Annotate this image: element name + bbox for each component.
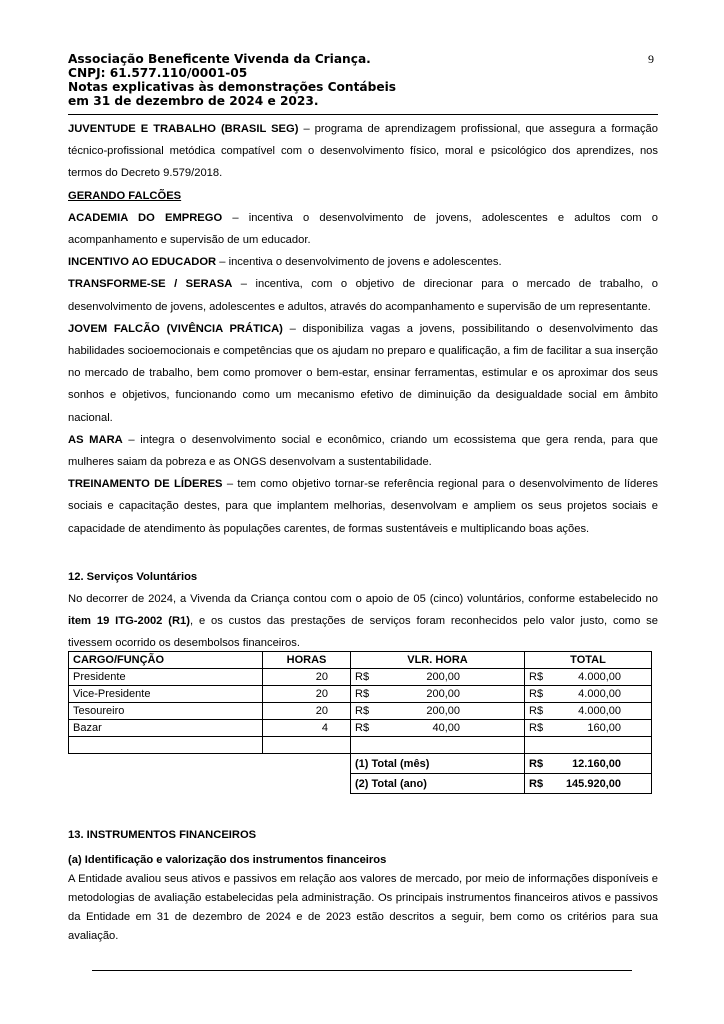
total-month-value-cell bbox=[525, 754, 652, 774]
program-text: – disponibiliza vagas a jovens, possibilitando o desenvolvimento das habilidades socioemocionais e competências que os ajudam no preparo e qualificação, a fim de facilitar a sua inserção no mercado de trabalho, bem como promover o bem-estar, ensinar ferramentas, estimular e os aproximar dos seus sonhos e objetivos, funcionando como um mecanismo efetivo de diminuição da desigualdade social em âmbito nacional. bbox=[68, 322, 658, 424]
cell-empty bbox=[69, 737, 263, 754]
header-date: em 31 de dezembro de 2024 e 2023. bbox=[68, 94, 319, 108]
currency-symbol: R$ bbox=[529, 705, 544, 717]
cell-value: 200,00 bbox=[426, 671, 460, 683]
program-text: – incentiva o desenvolvimento de jovens, adolescentes e adultos com o acompanhamento e supervisão de um educador. bbox=[68, 211, 658, 247]
program-title: ACADEMIA DO EMPREGO bbox=[68, 211, 223, 224]
section-12-text-end: , e os custos das prestações de serviços foram reconhecidos pelo valor justo, como se tivessem ocorrido os desembolsos financeiros. bbox=[68, 615, 658, 650]
total-month-label: (1) Total (mês) bbox=[351, 754, 525, 774]
total-year-row bbox=[69, 774, 652, 794]
cell-value: 40,00 bbox=[432, 722, 460, 734]
program-text: – incentiva o desenvolvimento de jovens e adolescentes. bbox=[216, 256, 502, 269]
program-incentivo bbox=[68, 251, 658, 273]
col-header-total: TOTAL bbox=[525, 652, 652, 669]
program-juventude bbox=[68, 118, 658, 185]
program-text: – incentiva, com o objetivo de direcionar para o mercado de trabalho, o desenvolvimento de jovens, adolescentes e adultos, através do acompanhamento e supervisão de um representante. bbox=[68, 278, 658, 313]
table-row bbox=[69, 669, 652, 686]
cell-horas: 20 bbox=[263, 703, 351, 720]
page-number: 9 bbox=[648, 52, 654, 66]
currency-symbol: R$ bbox=[529, 757, 544, 770]
section-12-reference: item 19 ITG-2002 (R1) bbox=[68, 615, 190, 628]
program-treinamento bbox=[68, 473, 658, 540]
gerando-falcoes-heading bbox=[68, 185, 658, 207]
currency-symbol: R$ bbox=[529, 688, 544, 700]
currency-symbol: R$ bbox=[355, 722, 370, 734]
header-cnpj: CNPJ: 61.577.110/0001-05 bbox=[68, 66, 248, 80]
cell-total bbox=[525, 703, 652, 720]
section-13 bbox=[68, 826, 658, 946]
section-13-subtitle: (a) Identificação e valorização dos instrumentos financeiros bbox=[68, 854, 387, 866]
section-12-text bbox=[68, 588, 658, 655]
table-header-row bbox=[69, 652, 652, 669]
currency-symbol: R$ bbox=[529, 722, 544, 734]
program-jovem-falcao bbox=[68, 318, 658, 429]
header-rule bbox=[68, 114, 658, 115]
total-year-label: (2) Total (ano) bbox=[351, 774, 525, 794]
cell-horas: 20 bbox=[263, 669, 351, 686]
col-header-vlr-hora: VLR. HORA bbox=[351, 652, 525, 669]
cell-vlr-hora bbox=[351, 720, 525, 737]
program-title: TREINAMENTO DE LÍDERES bbox=[68, 478, 223, 491]
cell-empty bbox=[351, 737, 525, 754]
program-title: JUVENTUDE E TRABALHO (BRASIL SEG) bbox=[68, 123, 299, 135]
cell-vlr-hora bbox=[351, 686, 525, 703]
section-12-text-start: No decorrer de 2024, a Vivenda da Criança contou com o apoio de 05 (cinco) voluntários, conforme estabelecido no bbox=[68, 593, 658, 606]
currency-symbol: R$ bbox=[529, 777, 544, 790]
col-header-cargo: CARGO/FUNÇÃO bbox=[69, 652, 263, 669]
cell-cargo: Bazar bbox=[69, 720, 263, 737]
total-year-value: 145.920,00 bbox=[565, 777, 621, 790]
program-text: – tem como objetivo tornar-se referência regional para o desenvolvimento de líderes sociais e capacitação destes, para que implantem melhorias, desenvolvam e ampliem os seus projetos sociais e capacidade de atendimento às populações carentes, de formas sustentáveis e multiplicando boas ações. bbox=[68, 478, 658, 535]
program-title: JOVEM FALCÃO (VIVÊNCIA PRÁTICA) bbox=[68, 322, 283, 335]
section-13-text: A Entidade avaliou seus ativos e passivos em relação aos valores de mercado, por meio de informações disponíveis e metodologias de avaliação estabelecidas pela administração. Os principais instrumentos financeiros ativos e passivos da Entidade em 31 de dezembro de 2024 e de 2023 estão descritos a seguir, bem como os critérios para sua avaliação. bbox=[68, 873, 658, 942]
table-row bbox=[69, 703, 652, 720]
cell-value: 160,00 bbox=[587, 722, 621, 734]
program-text: – programa de aprendizagem profissional, que assegura a formação técnico-profissional metódica compatível com o desenvolvimento físico, moral e psicológico dos aprendizes, nos termos do Decreto 9.579/2018. bbox=[68, 123, 658, 180]
section-12-title: 12. Serviços Voluntários bbox=[68, 570, 198, 583]
cell-cargo: Vice-Presidente bbox=[69, 686, 263, 703]
cell-value: 4.000,00 bbox=[578, 705, 621, 717]
cell-cargo: Presidente bbox=[69, 669, 263, 686]
section-13-title: 13. INSTRUMENTOS FINANCEIROS bbox=[68, 829, 257, 841]
footer-rule bbox=[92, 970, 632, 971]
cell-blank bbox=[69, 774, 263, 794]
currency-symbol: R$ bbox=[355, 705, 370, 717]
document-header bbox=[68, 52, 396, 108]
table-row-empty bbox=[69, 737, 652, 754]
program-title: INCENTIVO AO EDUCADOR bbox=[68, 256, 217, 269]
cell-value: 4.000,00 bbox=[578, 688, 621, 700]
cell-value: 200,00 bbox=[426, 705, 460, 717]
cell-total bbox=[525, 686, 652, 703]
cell-total bbox=[525, 669, 652, 686]
programs-section bbox=[68, 118, 658, 655]
cell-empty bbox=[525, 737, 652, 754]
program-text: – integra o desenvolvimento social e econômico, criando um ecossistema que gera renda, para que mulheres saiam da pobreza e as ONGS desenvolvam a sustentabilidade. bbox=[68, 433, 658, 469]
header-org-name: Associação Beneficente Vivenda da Criança. bbox=[68, 52, 371, 66]
currency-symbol: R$ bbox=[529, 671, 544, 683]
table-row bbox=[69, 720, 652, 737]
volunteer-services-table bbox=[68, 651, 652, 794]
cell-blank bbox=[263, 754, 351, 774]
total-year-value-cell bbox=[525, 774, 652, 794]
header-notes-title: Notas explicativas às demonstrações Contábeis bbox=[68, 80, 397, 94]
program-title: AS MARA bbox=[68, 433, 123, 446]
cell-horas: 4 bbox=[263, 720, 351, 737]
currency-symbol: R$ bbox=[355, 671, 370, 683]
table-row bbox=[69, 686, 652, 703]
program-as-mara bbox=[68, 429, 658, 473]
group-title: GERANDO FALCÕES bbox=[68, 189, 182, 202]
cell-blank bbox=[69, 754, 263, 774]
total-month-value: 12.160,00 bbox=[572, 757, 621, 770]
program-academia bbox=[68, 207, 658, 251]
col-header-horas: HORAS bbox=[263, 652, 351, 669]
cell-vlr-hora bbox=[351, 703, 525, 720]
cell-horas: 20 bbox=[263, 686, 351, 703]
program-title: TRANSFORME-SE / SERASA bbox=[68, 278, 233, 291]
cell-vlr-hora bbox=[351, 669, 525, 686]
cell-empty bbox=[263, 737, 351, 754]
program-transforme bbox=[68, 273, 658, 317]
cell-value: 200,00 bbox=[426, 688, 460, 700]
cell-blank bbox=[263, 774, 351, 794]
cell-total bbox=[525, 720, 652, 737]
total-month-row bbox=[69, 754, 652, 774]
cell-cargo: Tesoureiro bbox=[69, 703, 263, 720]
cell-value: 4.000,00 bbox=[578, 671, 621, 683]
spacer bbox=[68, 540, 658, 554]
currency-symbol: R$ bbox=[355, 688, 370, 700]
